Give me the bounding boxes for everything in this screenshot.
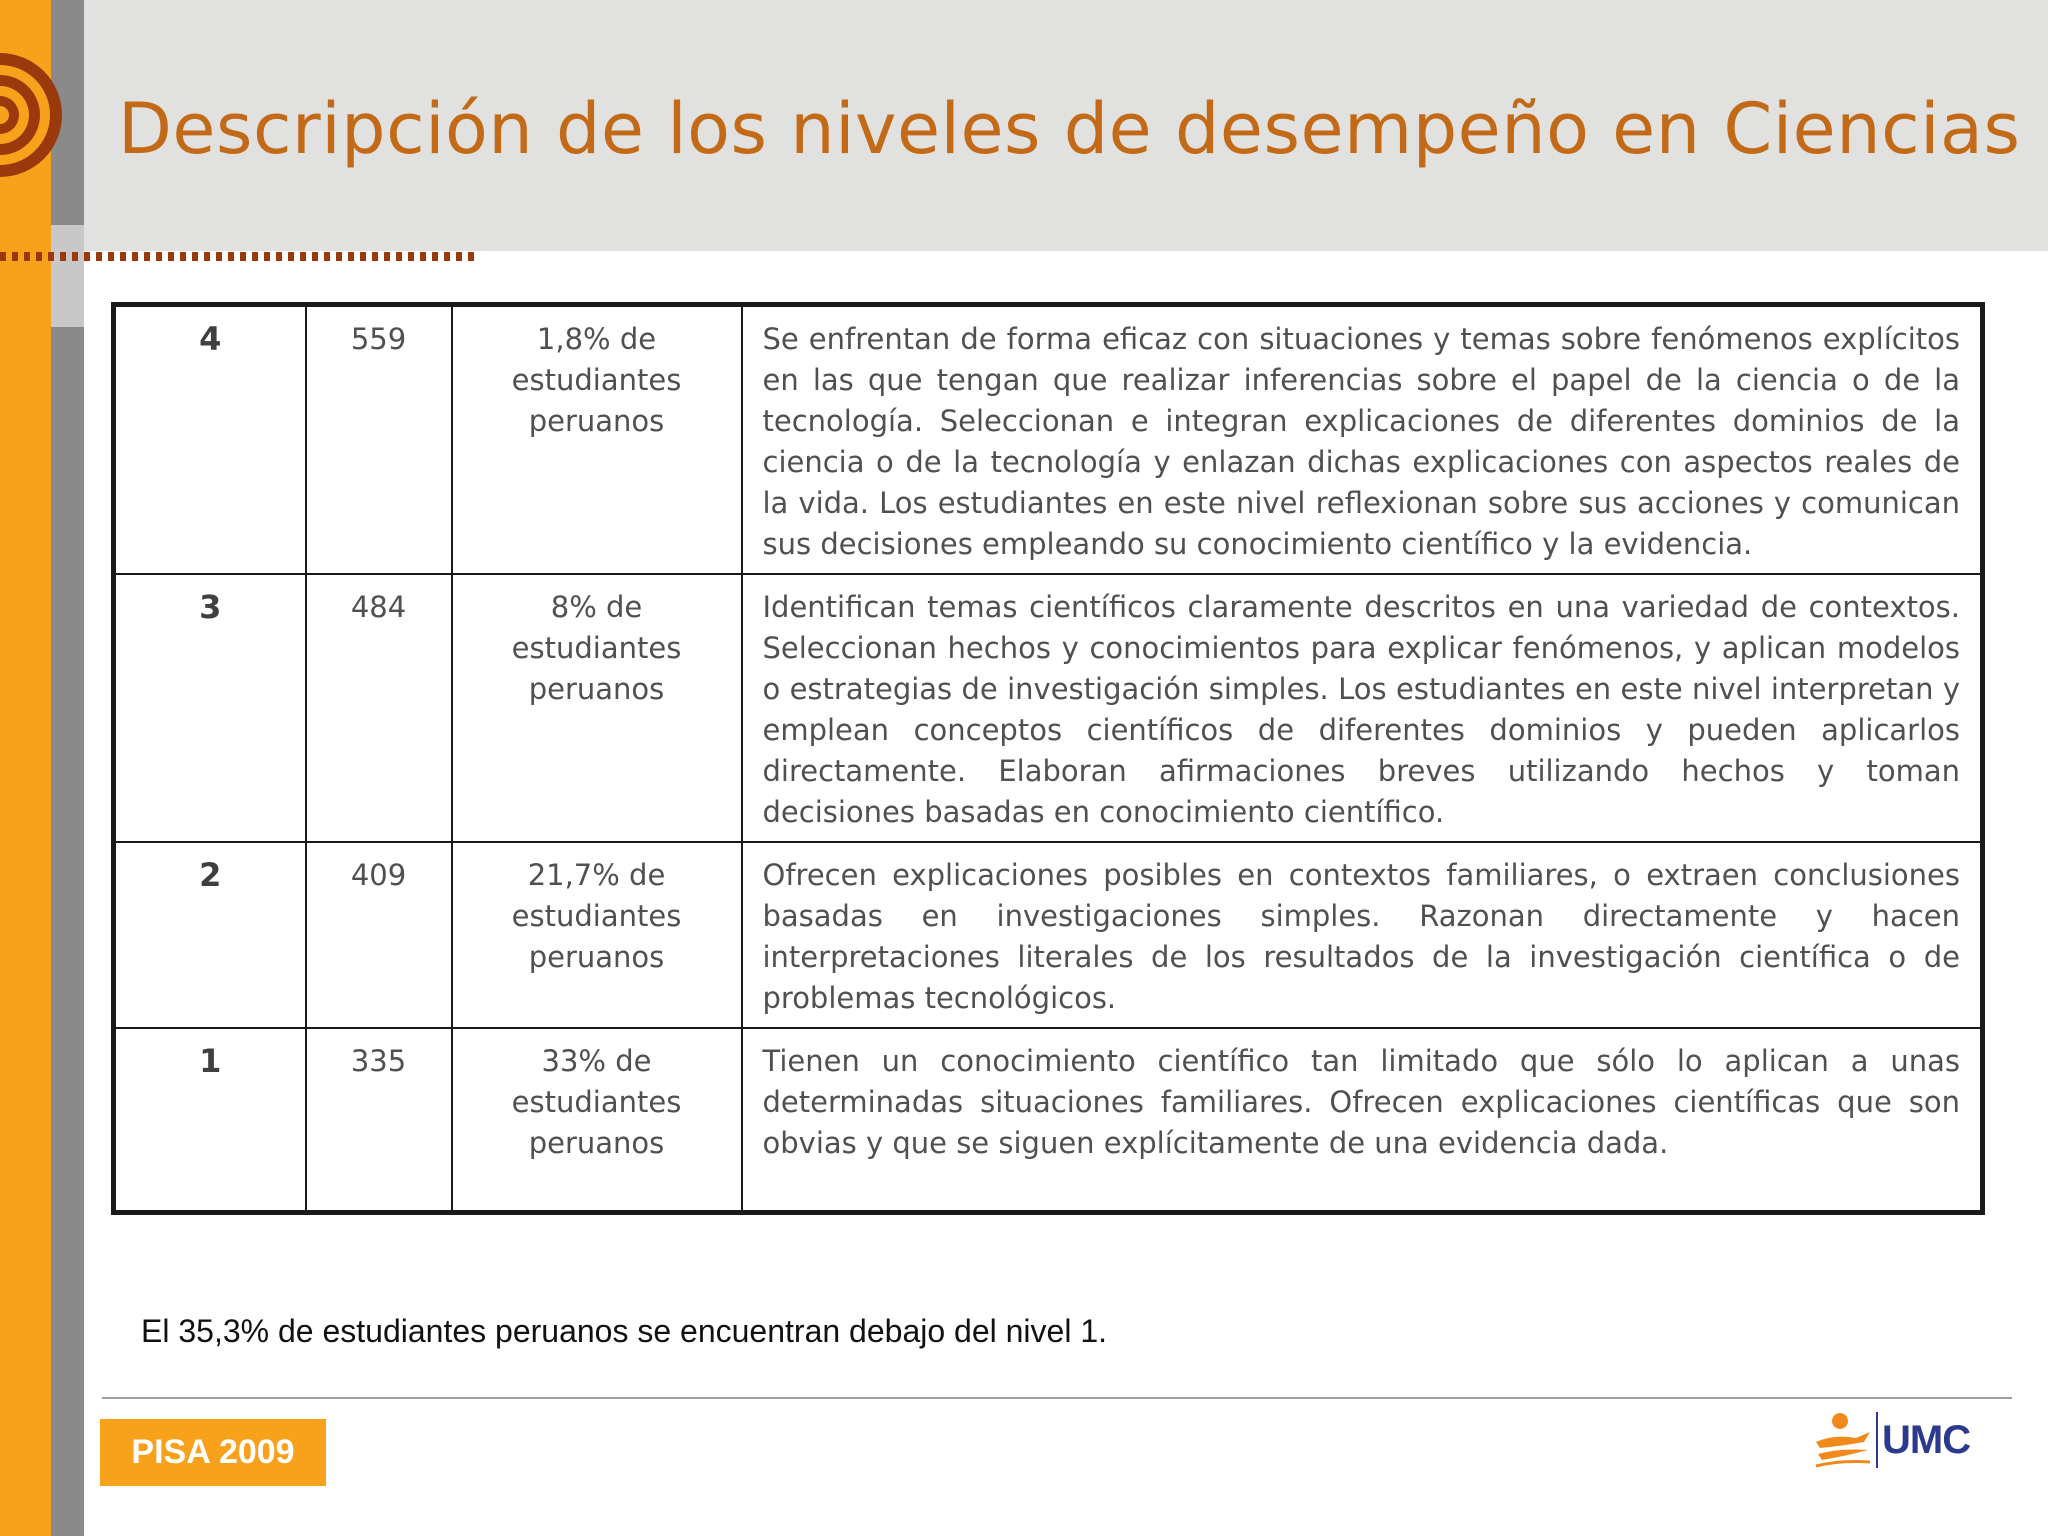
score-cell: 484: [306, 574, 452, 842]
umc-figure-icon: [1812, 1408, 1874, 1472]
level-cell: 4: [114, 305, 306, 575]
table-row: [114, 574, 1983, 842]
description-cell: Tienen un conocimiento científico tan limitado que sólo lo aplican a unas determinadas situaciones familiares. Ofrecen explicaciones científicas que son obvias y que se siguen explícitamente de una evidencia dada.: [742, 1028, 1983, 1212]
left-orange-bar: [0, 0, 51, 1536]
page-title: Descripción de los niveles de desempeño en Ciencias: [118, 88, 2021, 170]
percent-cell: 33% de estudiantes peruanos: [452, 1028, 742, 1212]
title-dotted-underline: [0, 252, 478, 261]
footnote: El 35,3% de estudiantes peruanos se encuentran debajo del nivel 1.: [141, 1313, 1108, 1349]
level-cell: 2: [114, 842, 306, 1028]
umc-logo-text: UMC: [1882, 1417, 1971, 1462]
description-cell: Se enfrentan de forma eficaz con situaciones y temas sobre fenómenos explícitos en las que tengan que realizar inferencias sobre el papel de la ciencia o de la tecnología. Seleccionan e integran explicaciones de diferentes dominios de la ciencia o de la tecnología y enlazan dichas explicaciones con aspectos reales de la vida. Los estudiantes en este nivel reflexionan sobre sus acciones y comunican sus decisiones empleando su conocimiento científico y la evidencia.: [742, 305, 1983, 575]
description-cell: Ofrecen explicaciones posibles en contextos familiares, o extraen conclusiones basadas en investigaciones simples. Razonan directamente y hacen interpretaciones literales de los resultados de la investigación científica o de problemas tecnológicos.: [742, 842, 1983, 1028]
level-cell: 1: [114, 1028, 306, 1212]
description-cell: Identifican temas científicos claramente descritos en una variedad de contextos. Seleccionan hechos y conocimientos para explicar fenómenos, y aplican modelos o estrategias de investigación simples. Los estudiantes en este nivel interpretan y emplean conceptos científicos de diferentes dominios y pueden aplicarlos directamente. Elaboran afirmaciones breves utilizando hechos y toman decisiones basadas en conocimiento científico.: [742, 574, 1983, 842]
umc-logo: [1812, 1408, 1972, 1472]
score-cell: 335: [306, 1028, 452, 1212]
percent-cell: 1,8% de estudiantes peruanos: [452, 305, 742, 575]
performance-levels-table: [111, 302, 1985, 1215]
table-row: [114, 842, 1983, 1028]
level-cell: 3: [114, 574, 306, 842]
score-cell: 559: [306, 305, 452, 575]
table-row: [114, 305, 1983, 575]
score-cell: 409: [306, 842, 452, 1028]
table-row: [114, 1028, 1983, 1212]
footer-divider: [102, 1397, 2012, 1399]
left-gray-accent: [51, 225, 84, 327]
percent-cell: 8% de estudiantes peruanos: [452, 574, 742, 842]
umc-logo-divider: [1876, 1412, 1878, 1468]
percent-cell: 21,7% de estudiantes peruanos: [452, 842, 742, 1028]
spiral-emblem-icon: [0, 40, 64, 190]
pisa-badge: PISA 2009: [100, 1419, 326, 1486]
